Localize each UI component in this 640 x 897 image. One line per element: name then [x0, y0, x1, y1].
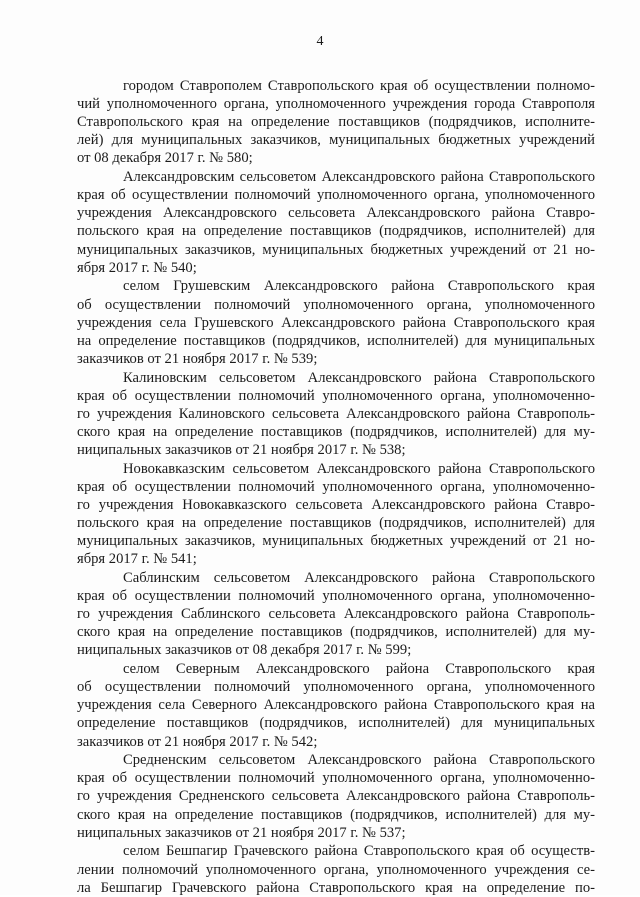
document-body: [77, 77, 595, 897]
text-line: ниципальных заказчиков от 08 декабря 2017 г. № 599;: [77, 642, 412, 659]
text-line: ября 2017 г. № 541;: [77, 551, 197, 568]
text-line: селом Северным Александровского района Ставропольского края: [123, 661, 595, 678]
paragraph: [77, 569, 595, 659]
text-line: го учреждения Калиновского сельсовета Александровского района Ставрополь-: [77, 405, 595, 422]
text-line: ября 2017 г. № 540;: [77, 259, 197, 276]
text-line: чий уполномоченного органа, уполномоченного учреждения города Ставрополя: [77, 96, 595, 113]
paragraph: [77, 369, 595, 459]
text-line: Ставропольского края на определение поставщиков (подрядчиков, исполните-: [77, 114, 595, 131]
text-line: Новокавказским сельсоветом Александровского района Ставропольского: [123, 460, 595, 477]
paragraph: [77, 751, 595, 841]
text-line: лей) для муниципальных заказчиков, муниципальных бюджетных учреждений: [77, 132, 595, 149]
text-line: ла Бешпагир Грачевского района Ставропольского края на определение по-: [77, 879, 595, 896]
text-line: селом Грушевским Александровского района Ставропольского края: [123, 278, 595, 295]
page-number: 4: [316, 34, 324, 49]
text-line: учреждения Александровского сельсовета Александровского района Ставро-: [77, 205, 595, 222]
text-line: ниципальных заказчиков от 21 ноября 2017 г. № 538;: [77, 441, 406, 458]
text-line: Калиновским сельсоветом Александровского района Ставропольского: [123, 369, 595, 386]
paragraph: [77, 842, 595, 896]
text-line: от 08 декабря 2017 г. № 580;: [77, 150, 253, 167]
text-line: Средненским сельсоветом Александровского района Ставропольского: [123, 752, 595, 769]
text-line: ского края на определение поставщиков (подрядчиков, исполнителей) для му-: [77, 624, 595, 641]
paragraph: [77, 277, 595, 367]
text-line: края об осуществлении полномочий уполномоченного органа, уполномоченно-: [77, 588, 595, 605]
text-line: польского края на определение поставщиков (подрядчиков, исполнителей) для: [77, 223, 595, 240]
text-line: муниципальных заказчиков, муниципальных бюджетных учреждений от 21 но-: [77, 533, 595, 550]
text-line: ского края на определение поставщиков (подрядчиков, исполнителей) для му-: [77, 806, 595, 823]
text-line: края об осуществлении полномочий уполномоченного органа, уполномоченно-: [77, 770, 595, 787]
text-line: городом Ставрополем Ставропольского края об осуществлении полномо-: [123, 78, 595, 94]
text-line: Александровским сельсоветом Александровского района Ставропольского: [123, 169, 595, 186]
text-line: края об осуществлении полномочий уполномоченного органа, уполномоченно-: [77, 387, 595, 404]
text-line: Саблинским сельсоветом Александровского района Ставропольского: [123, 569, 595, 586]
paragraph: [77, 168, 595, 277]
text-line: заказчиков от 21 ноября 2017 г. № 542;: [77, 733, 318, 750]
text-line: го учреждения Средненского сельсовета Александровского района Ставрополь-: [77, 788, 595, 805]
text-line: края об осуществлении полномочий уполномоченного органа, уполномоченно-: [77, 478, 595, 495]
text-line: го учреждения Новокавказского сельсовета Александровского района Ставро-: [77, 496, 595, 513]
paragraph: [77, 77, 595, 167]
text-line: об осуществлении полномочий уполномоченного органа, уполномоченного: [77, 679, 595, 696]
text-line: края об осуществлении полномочий уполномоченного органа, уполномоченного: [77, 187, 595, 204]
text-line: селом Бешпагир Грачевского района Ставропольского края об осуществ-: [123, 843, 595, 860]
text-line: заказчиков от 21 ноября 2017 г. № 539;: [77, 350, 318, 367]
text-line: лении полномочий уполномоченного органа, уполномоченного учреждения се-: [77, 861, 595, 878]
text-line: го учреждения Саблинского сельсовета Александровского района Ставрополь-: [77, 606, 595, 623]
text-line: польского края на определение поставщиков (подрядчиков, исполнителей) для: [77, 515, 595, 531]
text-line: об осуществлении полномочий уполномоченного органа, уполномоченного: [77, 296, 595, 313]
paragraph: [77, 660, 595, 750]
text-line: учреждения села Северного Александровского района Ставропольского края на: [77, 697, 595, 714]
paragraph: [77, 460, 595, 569]
text-line: муниципальных заказчиков, муниципальных бюджетных учреждений от 21 но-: [77, 241, 595, 258]
text-line: определение поставщиков (подрядчиков, исполнителей) для муниципальных: [77, 715, 595, 732]
text-line: ского края на определение поставщиков (подрядчиков, исполнителей) для му-: [77, 423, 595, 440]
text-line: ниципальных заказчиков от 21 ноября 2017 г. № 537;: [77, 824, 406, 841]
text-line: учреждения села Грушевского Александровского района Ставропольского края: [77, 314, 595, 331]
text-line: на определение поставщиков (подрядчиков, исполнителей) для муниципальных: [77, 332, 595, 349]
